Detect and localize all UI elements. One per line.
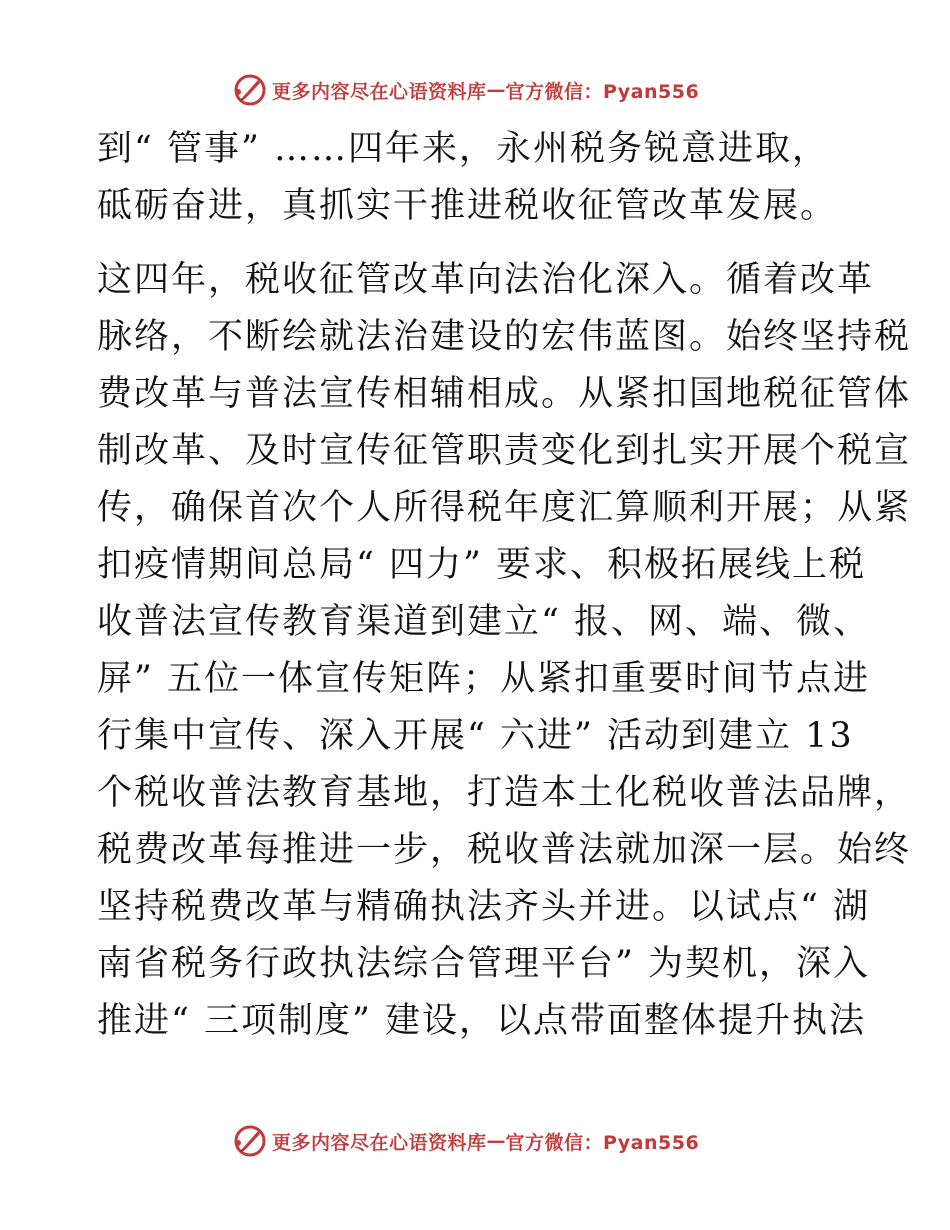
footer-watermark — [232, 1121, 699, 1161]
watermark-text: 更多内容尽在心语资料库 — [272, 1131, 487, 1154]
watermark-contact: 官方微信：Pyan556 — [505, 80, 700, 103]
text-line: 收普法宣传教育渠道到建立“ 报、网、端、微、 — [97, 602, 871, 642]
text-line: 脉络，不断绘就法治建设的宏伟蓝图。始终坚持税 — [97, 317, 912, 357]
text-line: 扣疫情期间总局“ 四力” 要求、积极拓展线上税 — [97, 545, 867, 585]
text-line: 南省税务行政执法综合管理平台” 为契机，深入 — [97, 944, 871, 984]
watermark-separator: — — [486, 79, 506, 101]
text-line: 个税收普法教育基地，打造本土化税收普法品牌， — [97, 773, 912, 813]
watermark-contact: 官方微信：Pyan556 — [505, 1131, 700, 1154]
text-line: 传，确保首次个人所得税年度汇算顺利开展；从紧 — [97, 488, 912, 528]
text-line: 砥砺奋进，真抓实干推进税收征管改革发展。 — [97, 186, 838, 226]
text-line: 费改革与普法宣传相辅相成。从紧扣国地税征管体 — [97, 374, 912, 414]
quill-pen-logo-icon — [232, 72, 268, 108]
text-line: 税费改革每推进一步，税收普法就加深一层。始终 — [97, 830, 912, 870]
text-line: 推进“ 三项制度” 建设，以点带面整体提升执法 — [97, 1001, 867, 1041]
text-line: 这四年，税收征管改革向法治化深入。循着改革 — [97, 260, 875, 300]
watermark-text: 更多内容尽在心语资料库 — [272, 80, 487, 103]
text-line: 到“ 管事” ……四年来，永州税务锐意进取， — [97, 129, 830, 169]
text-line: 制改革、及时宣传征管职责变化到扎实开展个税宣 — [97, 431, 912, 471]
quill-pen-logo-icon — [232, 1123, 268, 1159]
text-line: 坚持税费改革与精确执法齐头并进。以试点“ 湖 — [97, 887, 871, 927]
paragraph-1 — [97, 121, 857, 235]
text-line: 行集中宣传、深入开展“ 六进” 活动到建立 13 — [97, 716, 854, 756]
text-line: 屏” 五位一体宣传矩阵；从紧扣重要时间节点进 — [97, 659, 871, 699]
paragraph-2 — [97, 252, 912, 1050]
watermark-separator: — — [486, 1130, 506, 1152]
header-watermark — [232, 70, 699, 110]
